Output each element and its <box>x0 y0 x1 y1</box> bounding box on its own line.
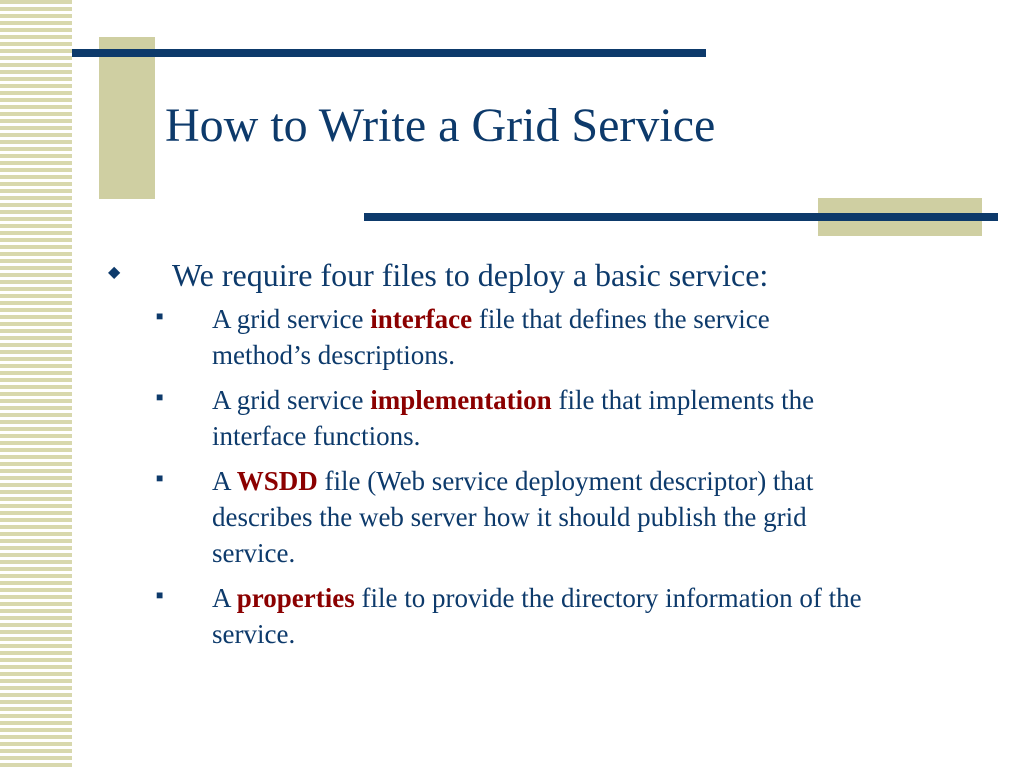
item-highlight: WSDD <box>236 466 318 496</box>
title-rule-bottom <box>364 213 998 221</box>
item-text: file (Web service deployment descriptor) that describes the web server how it should publish the grid service. <box>212 466 814 568</box>
item-highlight: properties <box>236 583 355 613</box>
item-highlight: interface <box>370 304 473 334</box>
file-list <box>100 301 980 652</box>
item-text: A grid service <box>212 385 371 415</box>
square-bullet-icon: ■ <box>156 309 164 323</box>
title-rule-top <box>72 49 706 57</box>
item-text: file that defines the service method’s descriptions. <box>212 304 770 370</box>
square-bullet-icon: ■ <box>156 390 164 404</box>
list-item <box>100 301 872 373</box>
square-bullet-icon: ■ <box>156 588 164 602</box>
list-item <box>100 463 872 571</box>
item-highlight: implementation <box>370 385 552 415</box>
list-item <box>100 580 872 652</box>
item-text: A <box>212 583 237 613</box>
striped-side-decoration <box>0 0 72 768</box>
main-point <box>100 255 980 295</box>
item-text: A <box>212 466 237 496</box>
list-item <box>100 382 872 454</box>
tan-accent-block-left <box>99 37 155 199</box>
item-text: file to provide the directory information of the service. <box>212 583 862 649</box>
square-bullet-icon: ■ <box>156 471 164 485</box>
slide-body <box>100 255 980 661</box>
slide-title: How to Write a Grid Service <box>165 99 716 152</box>
main-point-text: We require four files to deploy a basic service: <box>172 257 769 293</box>
diamond-bullet-icon: ◆ <box>108 264 121 281</box>
item-text: file that implements the interface functions. <box>212 385 815 451</box>
item-text: A grid service <box>212 304 371 334</box>
